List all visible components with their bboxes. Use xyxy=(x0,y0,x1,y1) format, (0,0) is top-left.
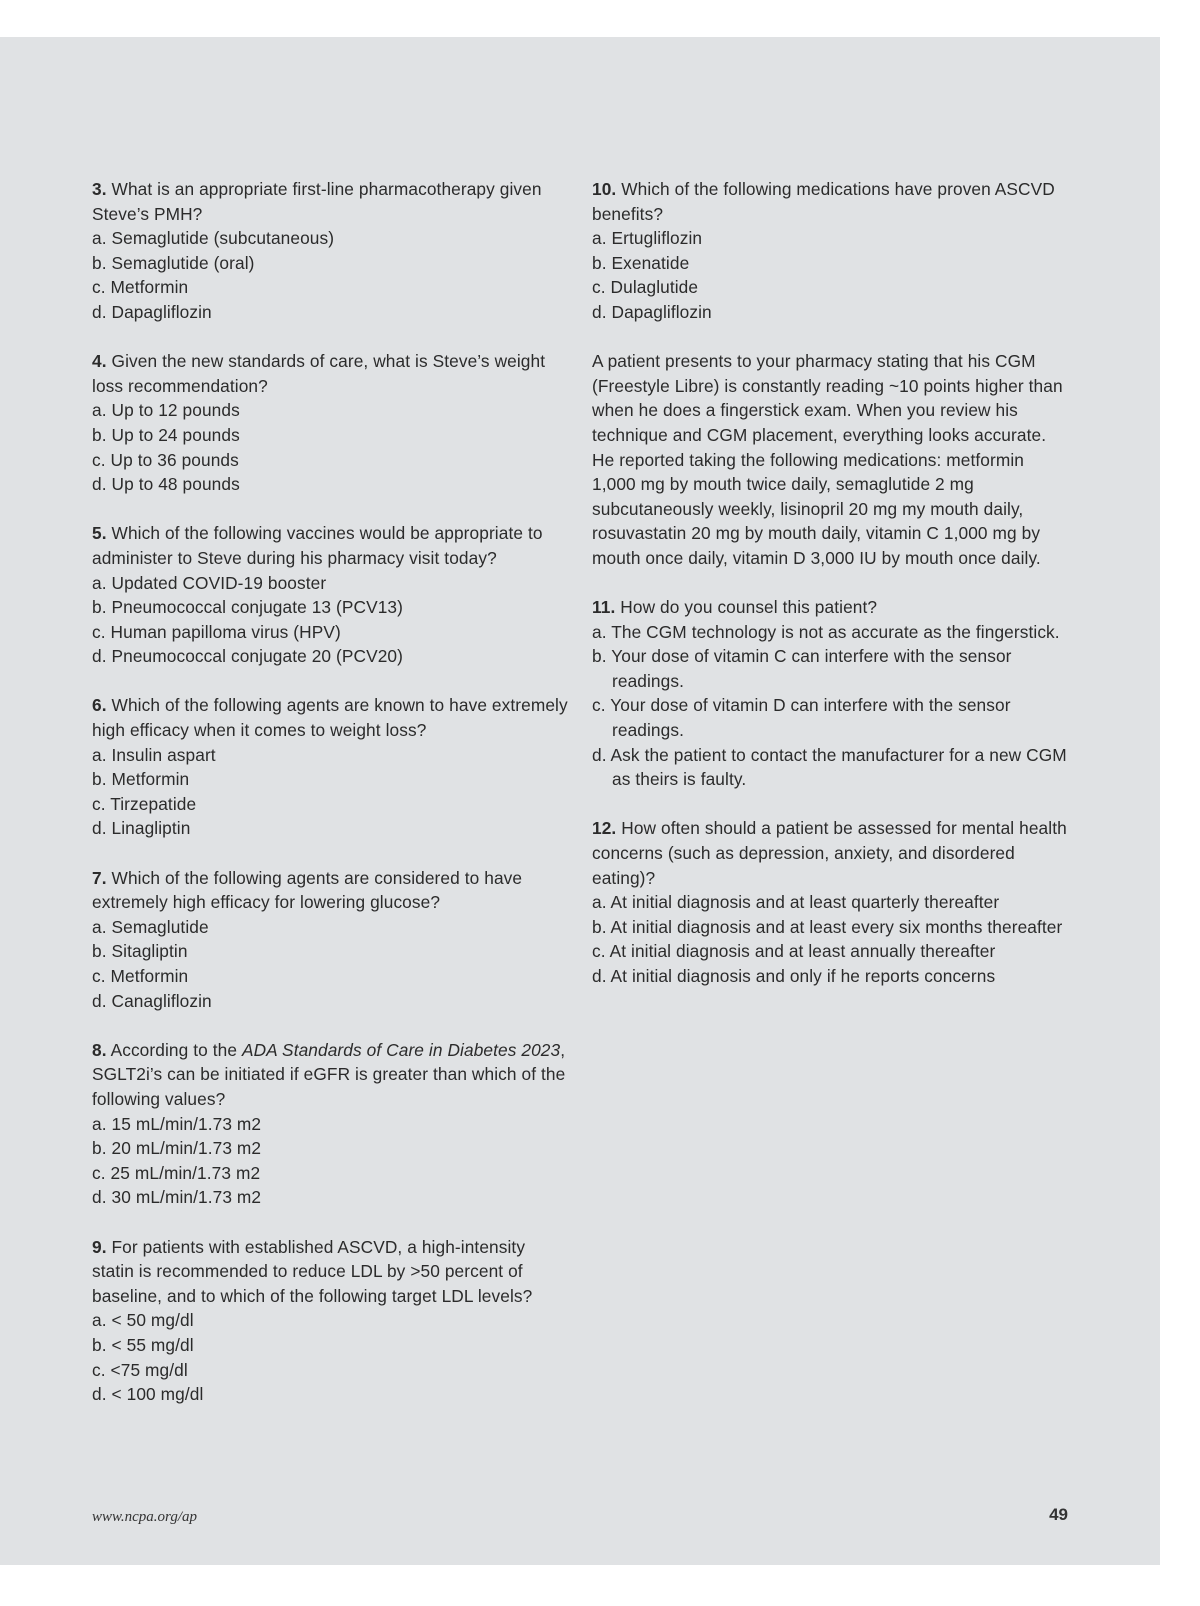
answer-option: a. Semaglutide xyxy=(92,916,209,937)
question-text-pre: According to the xyxy=(110,1039,242,1060)
answer-option: c. Dulaglutide xyxy=(592,277,699,298)
answer-option: c. Up to 36 pounds xyxy=(92,449,239,470)
answer-option: d. At initial diagnosis and only if he reports concerns xyxy=(592,966,996,986)
left-column xyxy=(92,177,568,1431)
answer-option: b. Metformin xyxy=(92,769,190,790)
question-7 xyxy=(92,866,568,1014)
answer-option: b. Pneumococcal conjugate 13 (PCV13) xyxy=(92,597,404,618)
answer-option: b. Your dose of vitamin C can interfere with the sensor readings. xyxy=(592,646,1012,691)
answer-option: d. Dapagliflozin xyxy=(92,301,212,322)
answer-option: d. Dapagliflozin xyxy=(592,301,712,322)
answer-option: c. Metformin xyxy=(92,966,189,986)
question-number: 6. xyxy=(92,695,107,716)
answer-option: b. Up to 24 pounds xyxy=(92,424,240,445)
question-number: 12. xyxy=(592,818,617,839)
answer-option: a. Updated COVID-19 booster xyxy=(92,572,327,593)
question-text: Which of the following vaccines would be appropriate to administer to Steve during his pharmacy visit today? xyxy=(92,523,543,568)
answer-option: c. 25 mL/min/1.73 m2 xyxy=(92,1162,261,1183)
answer-option: a. Semaglutide (subcutaneous) xyxy=(92,228,335,249)
question-6 xyxy=(92,693,568,841)
question-text: How often should a patient be assessed for mental health concerns (such as depression, anxiety, and disordered eating)? xyxy=(592,818,1067,888)
question-number: 10. xyxy=(592,179,617,199)
answer-option: d. < 100 mg/dl xyxy=(92,1384,204,1405)
answer-option: a. At initial diagnosis and at least quarterly thereafter xyxy=(592,892,1000,913)
answer-option: d. Canagliflozin xyxy=(92,990,212,1011)
answer-option: b. Sitagliptin xyxy=(92,941,188,962)
question-text: What is an appropriate first-line pharmacotherapy given Steve’s PMH? xyxy=(92,179,542,224)
question-12 xyxy=(592,816,1072,988)
right-column xyxy=(592,177,1072,1013)
question-text: How do you counsel this patient? xyxy=(620,597,878,618)
question-text: Which of the following medications have proven ASCVD benefits? xyxy=(592,179,1055,224)
question-9 xyxy=(92,1235,568,1407)
answer-option: d. Ask the patient to contact the manufacturer for a new CGM as theirs is faulty. xyxy=(592,744,1067,790)
answer-option: b. 20 mL/min/1.73 m2 xyxy=(92,1138,262,1159)
answer-option: b. Exenatide xyxy=(592,252,690,273)
answer-option: b. Semaglutide (oral) xyxy=(92,252,255,273)
answer-option: c. Your dose of vitamin D can interfere with the sensor readings. xyxy=(592,695,1011,741)
question-11 xyxy=(592,595,1072,792)
question-text: Which of the following agents are considered to have extremely high efficacy for lowering glucose? xyxy=(92,867,523,913)
answer-option: b. < 55 mg/dl xyxy=(92,1334,194,1355)
question-text: Given the new standards of care, what is Steve’s weight loss recommendation? xyxy=(92,351,546,396)
answer-option: a. 15 mL/min/1.73 m2 xyxy=(92,1113,262,1134)
question-text: For patients with established ASCVD, a high-intensity statin is recommended to reduce LDL by >50 percent of baseline, and to which of the following target LDL levels? xyxy=(92,1236,533,1306)
question-number: 5. xyxy=(92,523,107,544)
question-number: 7. xyxy=(92,867,107,888)
answer-option: d. Pneumococcal conjugate 20 (PCV20) xyxy=(92,646,404,667)
answer-option: d. Up to 48 pounds xyxy=(92,474,240,495)
footer-url[interactable]: www.ncpa.org/ap xyxy=(92,1509,198,1525)
question-number: 9. xyxy=(92,1236,107,1257)
answer-option: a. Ertugliflozin xyxy=(592,228,703,249)
answer-option: d. 30 mL/min/1.73 m2 xyxy=(92,1187,262,1208)
question-number: 4. xyxy=(92,351,107,372)
answer-option: c. Metformin xyxy=(92,277,189,298)
publication-title: ADA Standards of Care in Diabetes 2023 xyxy=(241,1039,561,1060)
answer-option: b. At initial diagnosis and at least every six months thereafter xyxy=(592,916,1063,937)
page-number: 49 xyxy=(1049,1505,1068,1524)
answer-option: a. Up to 12 pounds xyxy=(92,400,240,421)
question-number: 8. xyxy=(92,1039,107,1060)
question-4 xyxy=(92,349,568,497)
answer-option: a. The CGM technology is not as accurate as the fingerstick. xyxy=(592,621,1060,642)
question-text-post: , SGLT2i’s can be initiated if eGFR is greater than which of the following values? xyxy=(92,1039,566,1109)
answer-option: a. Insulin aspart xyxy=(92,744,216,765)
answer-option: c. Human papilloma virus (HPV) xyxy=(92,621,341,642)
answer-option: c. <75 mg/dl xyxy=(92,1359,188,1380)
question-number: 3. xyxy=(92,179,107,199)
question-number: 11. xyxy=(592,597,616,618)
question-8 xyxy=(92,1038,568,1210)
answer-option: a. < 50 mg/dl xyxy=(92,1310,194,1331)
question-text: Which of the following agents are known to have extremely high efficacy when it comes to weight loss? xyxy=(92,695,568,741)
question-5 xyxy=(92,521,568,669)
question-10 xyxy=(592,177,1072,325)
question-3 xyxy=(92,177,568,325)
answer-option: d. Linagliptin xyxy=(92,818,191,839)
answer-option: c. At initial diagnosis and at least annually thereafter xyxy=(592,941,996,962)
answer-option: c. Tirzepatide xyxy=(92,793,197,814)
case-paragraph: A patient presents to your pharmacy stating that his CGM (Freestyle Libre) is constantly reading ~10 points higher than when he does a fingerstick exam. When you review his technique and CGM placement, everything looks accurate. He reported taking the following medications: metformin 1,000 mg by mouth twice daily, semaglutide 2 mg subcutaneously weekly, lisinopril 20 mg my mouth daily, rosuvastatin 20 mg by mouth daily, vitamin C 1,000 mg by mouth once daily, vitamin D 3,000 IU by mouth once daily. xyxy=(592,351,1063,568)
